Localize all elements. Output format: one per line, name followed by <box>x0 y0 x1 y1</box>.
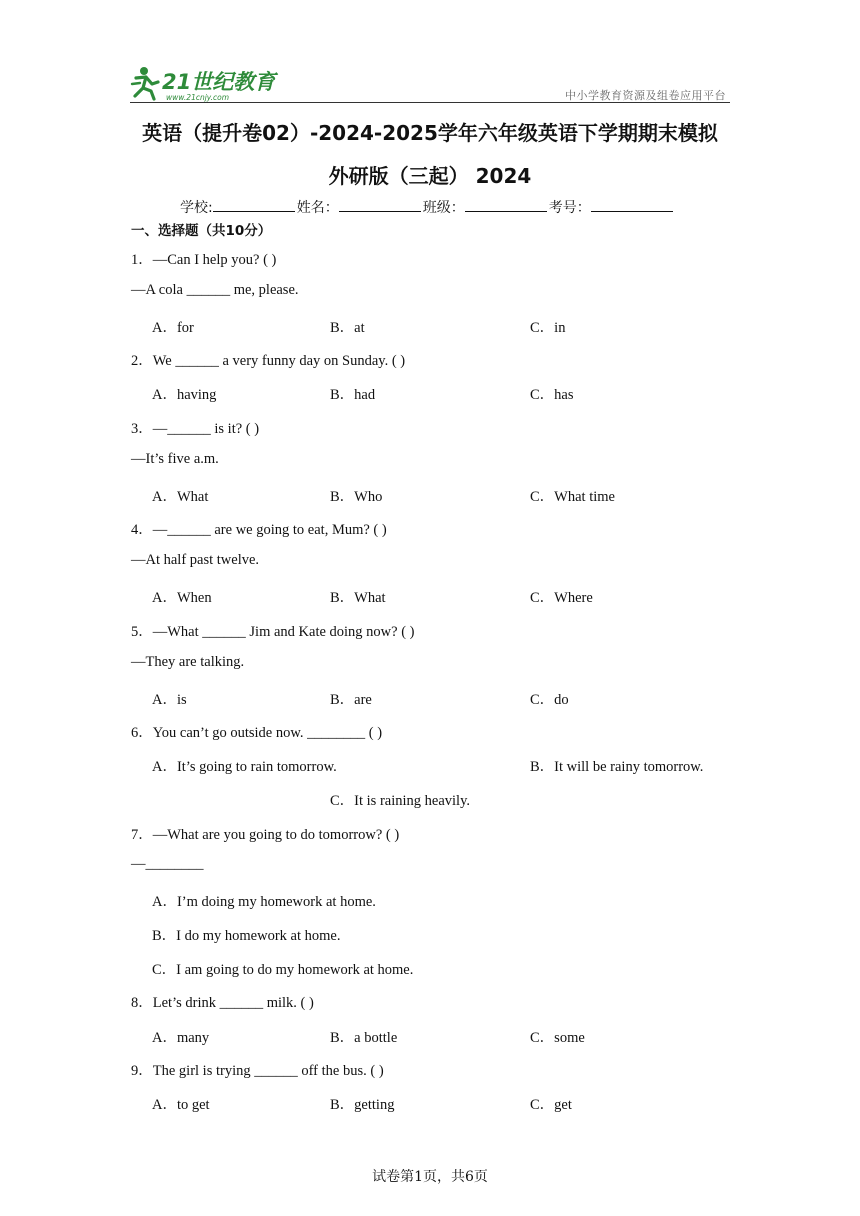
question-7-option-a[interactable]: A．I’m doing my homework at home. <box>152 894 376 910</box>
question-6-stem: 6．You can’t go outside now. ________ ( ) <box>131 725 383 741</box>
page-header <box>130 60 730 104</box>
question-4-option-b[interactable]: B．What <box>330 590 386 606</box>
question-4-line2: —At half past twelve. <box>131 552 260 568</box>
page-title-line1: 英语（提升卷02）-2024-2025学年六年级英语下学期期末模拟 <box>142 121 718 145</box>
number-label: 考号： <box>548 200 591 216</box>
school-label: 学校: <box>180 200 213 216</box>
question-5-line2: —They are talking. <box>131 654 245 670</box>
question-3-option-c[interactable]: C．What time <box>530 489 615 505</box>
question-4-option-a[interactable]: A．When <box>152 590 212 606</box>
question-7-stem: 7．—What are you going to do tomorrow? ( ) <box>131 827 400 843</box>
class-label: 班级： <box>422 200 465 216</box>
section-heading: 一、选择题（共10分） <box>131 223 272 239</box>
question-1-option-c[interactable]: C．in <box>530 320 566 336</box>
question-6-option-c[interactable]: C．It is raining heavily. <box>330 793 471 809</box>
logo-21cnjy <box>130 64 280 102</box>
question-9-stem: 9．The girl is trying ______ off the bus. ( ) <box>131 1063 384 1079</box>
question-1-option-b[interactable]: B．at <box>330 320 365 336</box>
page-footer: 试卷第1页，共6页 <box>372 1169 488 1185</box>
question-5-option-a[interactable]: A．is <box>152 692 187 708</box>
page-title-line2: 外研版（三起） 2024 <box>328 164 532 188</box>
question-8-option-b[interactable]: B．a bottle <box>330 1030 398 1046</box>
question-2-option-b[interactable]: B．had <box>330 387 376 403</box>
question-5-stem: 5．—What ______ Jim and Kate doing now? ( ) <box>131 624 415 640</box>
logo-url: www.21cnjy.com <box>166 93 230 102</box>
question-1-line2: —A cola ______ me, please. <box>131 282 299 298</box>
question-5-option-b[interactable]: B．are <box>330 692 372 708</box>
question-9-option-a[interactable]: A．to get <box>152 1097 210 1113</box>
question-5-option-c[interactable]: C．do <box>530 692 569 708</box>
question-1-stem: 1．—Can I help you? ( ) <box>131 252 277 268</box>
question-9-option-c[interactable]: C．get <box>530 1097 572 1113</box>
question-1-option-a[interactable]: A．for <box>152 320 194 336</box>
question-7-option-b[interactable]: B．I do my homework at home. <box>152 928 341 944</box>
header-divider <box>130 102 730 103</box>
question-9-option-b[interactable]: B．getting <box>330 1097 395 1113</box>
school-blank[interactable] <box>213 199 295 212</box>
question-8-stem: 8．Let’s drink ______ milk. ( ) <box>131 995 314 1011</box>
name-blank[interactable] <box>339 199 421 212</box>
question-3-option-b[interactable]: B．Who <box>330 489 383 505</box>
question-8-option-a[interactable]: A．many <box>152 1030 210 1046</box>
student-info-line <box>180 197 675 217</box>
question-8-option-c[interactable]: C．some <box>530 1030 585 1046</box>
logo-text: 21世纪教育 <box>162 70 276 94</box>
question-3-option-a[interactable]: A．What <box>152 489 209 505</box>
question-4-option-c[interactable]: C．Where <box>530 590 593 606</box>
class-blank[interactable] <box>465 199 547 212</box>
question-3-stem: 3．—______ is it? ( ) <box>131 421 260 437</box>
number-blank[interactable] <box>591 199 673 212</box>
question-4-stem: 4．—______ are we going to eat, Mum? ( ) <box>131 522 387 538</box>
question-7-option-c[interactable]: C．I am going to do my homework at home. <box>152 962 414 978</box>
header-platform-text: 中小学教育资源及组卷应用平台 <box>565 89 726 102</box>
question-2-option-c[interactable]: C．has <box>530 387 574 403</box>
name-label: 姓名： <box>296 200 339 216</box>
question-7-line2: —________ <box>131 856 204 872</box>
question-6-option-a[interactable]: A．It’s going to rain tomorrow. <box>152 759 337 775</box>
question-3-line2: —It’s five a.m. <box>131 451 219 467</box>
question-2-option-a[interactable]: A．having <box>152 387 217 403</box>
question-6-option-b[interactable]: B．It will be rainy tomorrow. <box>530 759 704 775</box>
question-2-stem: 2．We ______ a very funny day on Sunday. ( ) <box>131 353 406 369</box>
